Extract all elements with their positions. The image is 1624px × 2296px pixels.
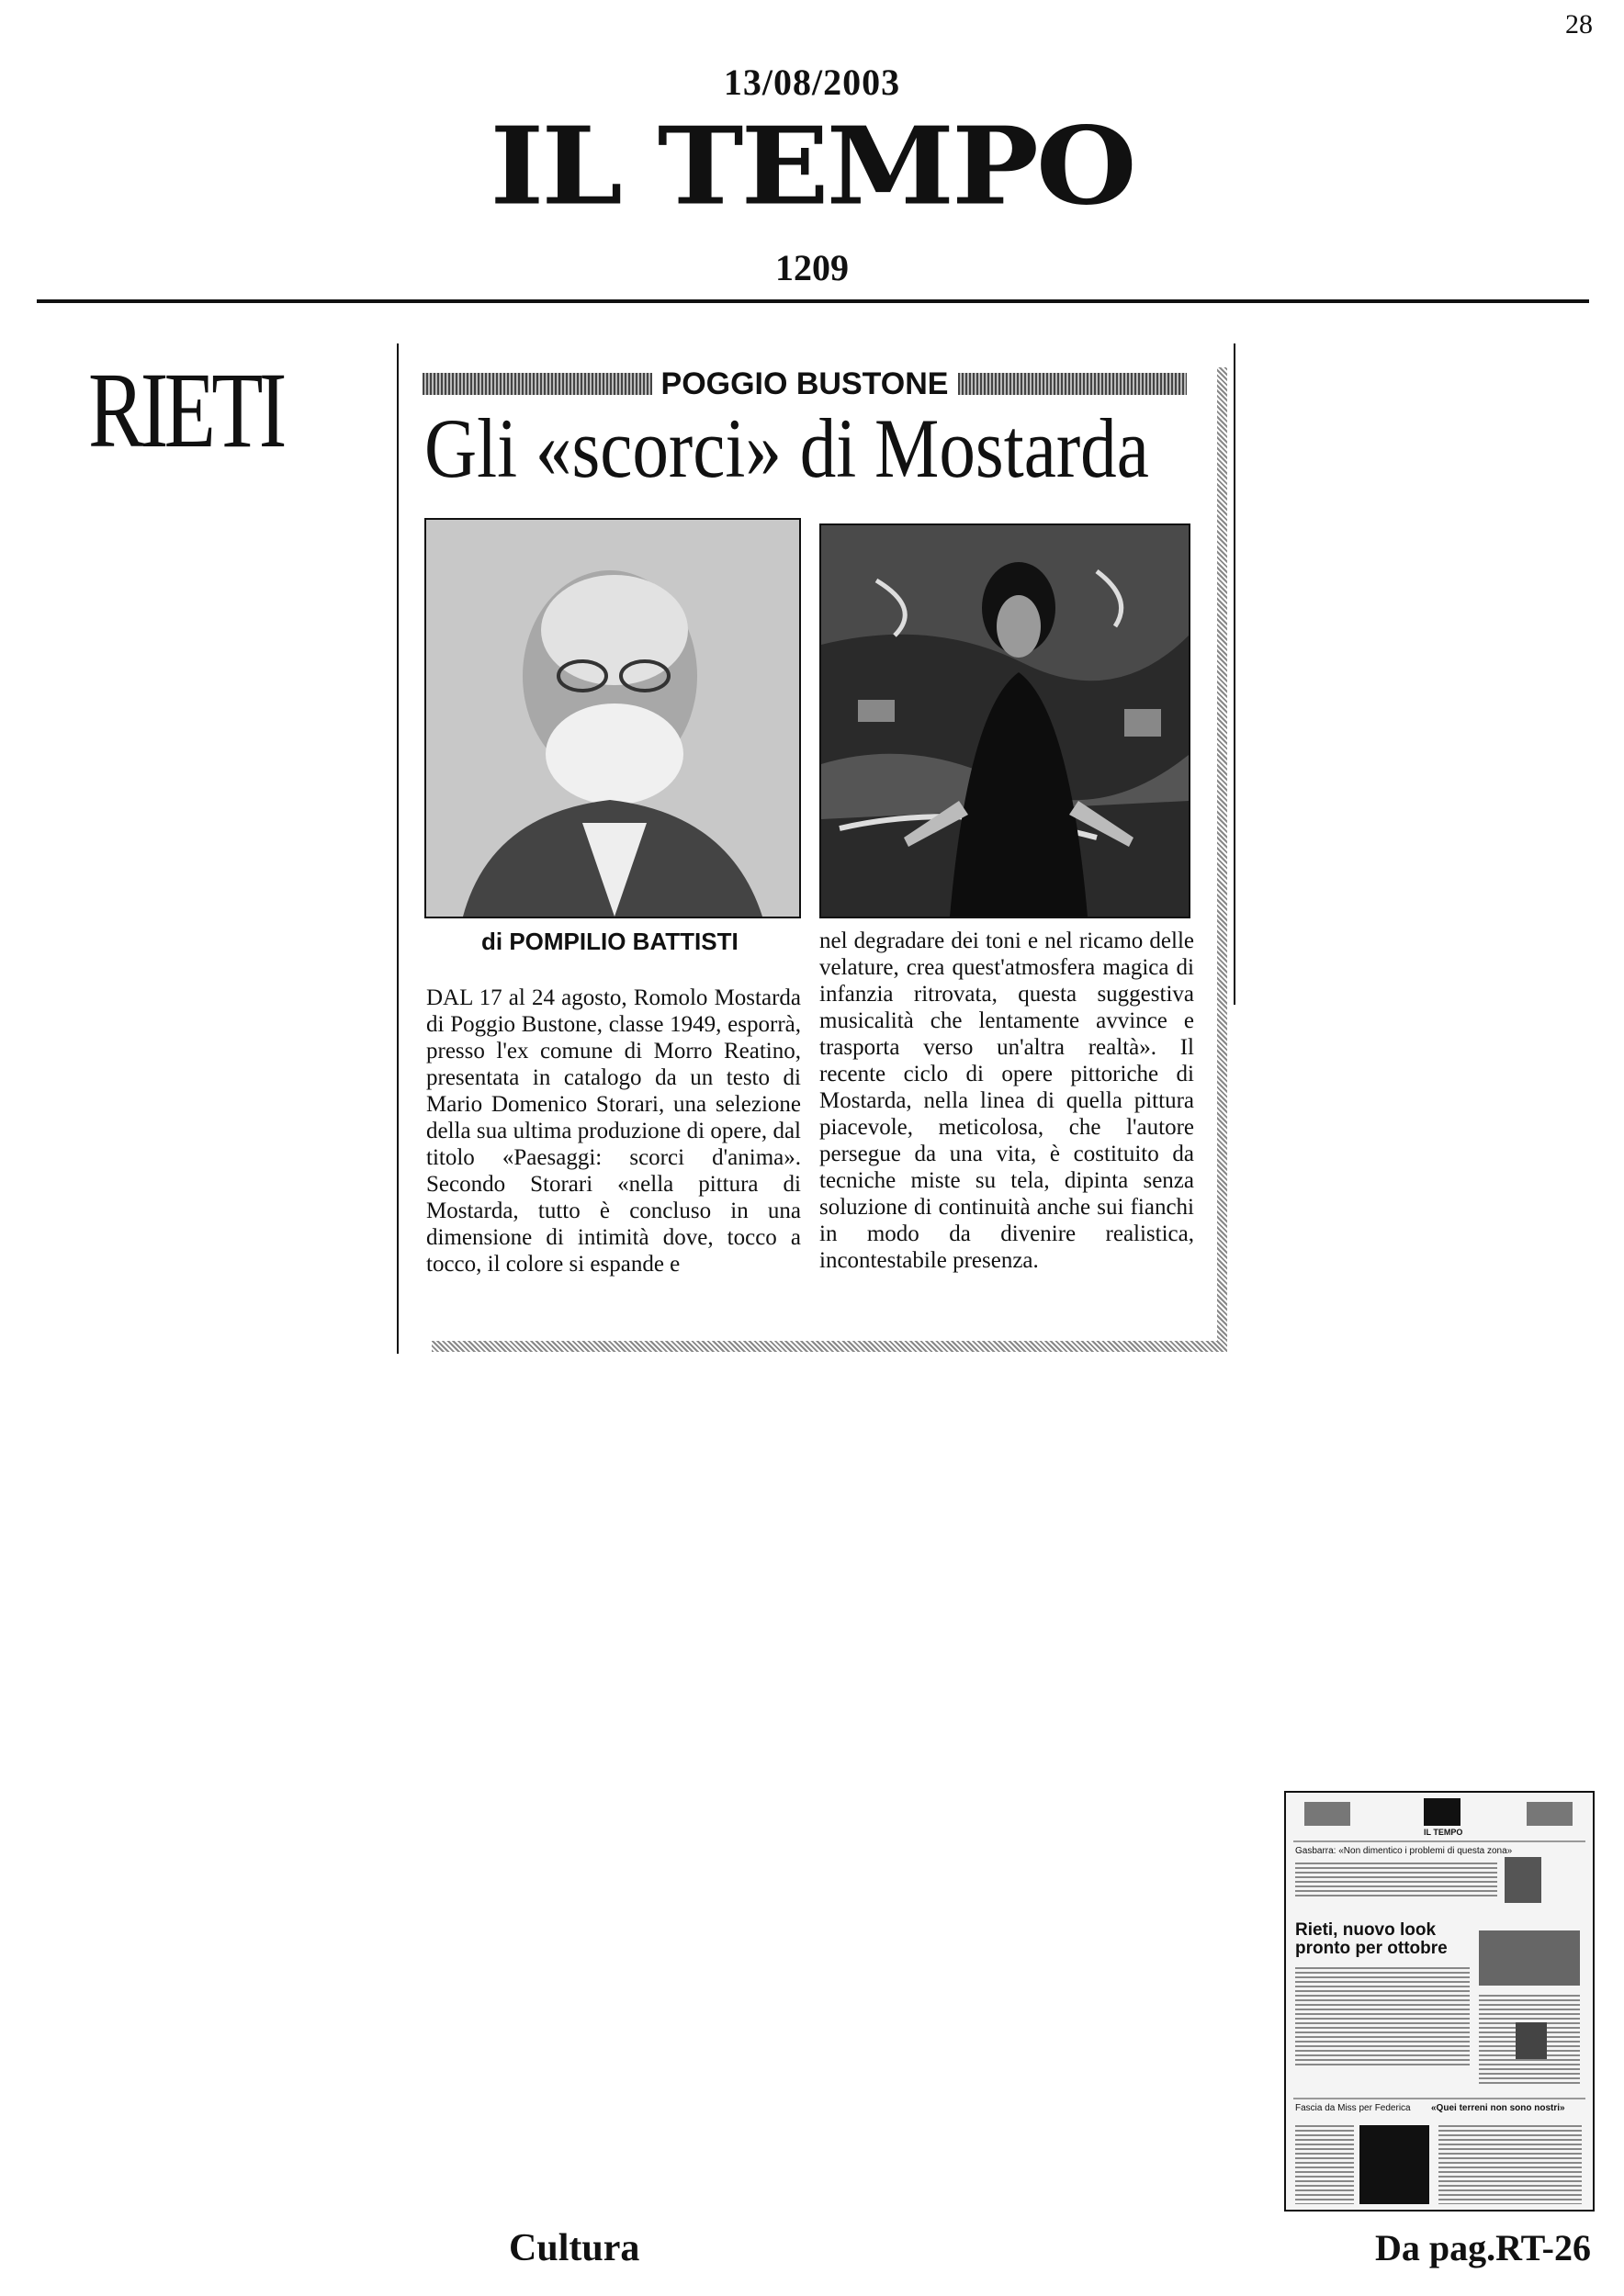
thumb-logo-left (1304, 1802, 1350, 1826)
thumb-rule (1293, 1840, 1585, 1842)
thumb-headline-2: Rieti, nuovo look pronto per ottobre (1295, 1920, 1448, 1958)
section-label: RIETI (88, 350, 283, 470)
issue-number: 1209 (775, 247, 849, 288)
header-divider (37, 299, 1589, 303)
thumb-headline-1: Gasbarra: «Non dimentico i problemi di questa zona» (1295, 1846, 1513, 1856)
footer-section: Cultura (509, 2227, 640, 2269)
thumb-text-block-2 (1295, 1967, 1470, 2068)
thumb-photo-3 (1516, 2022, 1547, 2059)
clipping-left-rule (397, 343, 399, 1354)
painting-photo-illustration (821, 525, 1189, 917)
thumb-photo-top (1424, 1798, 1460, 1826)
painting-photo (819, 523, 1190, 918)
thumb-headline-3: Fascia da Miss per Federica (1295, 2103, 1411, 2113)
thumb-rule-2 (1293, 2098, 1585, 2099)
clipping-right-rule (1234, 343, 1235, 1005)
clipping-shadow-bottom (432, 1339, 1227, 1352)
kicker-bar-left (423, 373, 652, 395)
kicker-bar-right (958, 373, 1188, 395)
thumb-masthead: IL TEMPO (1424, 1828, 1463, 1837)
portrait-photo (424, 518, 801, 918)
article-byline: di POMPILIO BATTISTI (481, 928, 739, 955)
article-column-1: DAL 17 al 24 agosto, Romolo Mostarda di Poggio Bustone, classe 1949, esporrà, presso l'ex comune di Morro Reatino, presentata in catalogo da un testo di Mario Domenico Storari, una selezione della sua ultima produzione di opere, dal titolo «Paesaggi: scorci d'anima». Secondo Storari «nella pittura di Mostarda, tutto è concluso in una dimensione di intimità dove, tocco a tocco, il colore si espande e (426, 985, 801, 1277)
page-thumbnail (1284, 1791, 1595, 2212)
thumb-photo-2 (1479, 1930, 1580, 1986)
newspaper-masthead: IL TEMPO (490, 103, 1134, 230)
thumb-photo-1 (1505, 1857, 1541, 1903)
thumb-text-block-5 (1438, 2125, 1582, 2204)
thumb-text-block-4 (1295, 2125, 1354, 2204)
article-kicker (423, 367, 1187, 400)
thumb-photo-4 (1359, 2125, 1429, 2204)
publication-date: 13/08/2003 (723, 62, 901, 103)
page-number: 28 (1565, 9, 1593, 39)
thumb-text-block-1 (1295, 1863, 1497, 1899)
portrait-photo-illustration (426, 520, 799, 917)
thumb-headline-4: «Quei terreni non sono nostri» (1431, 2103, 1565, 2113)
article-column-2: nel degradare dei toni e nel ricamo delle velature, crea quest'atmosfera magica di infanzia ritrovata, questa suggestiva musicalità che lentamente avvince e trasporta verso un'altra realtà». Il recente ciclo di opere pittoriche di Mostarda, nella linea di quella pittura piacevole, meticolosa, che l'autore persegue da una vita, è costituito da tecniche miste su tela, dipinta senza soluzione di continuità anche sui fianchi in modo da divenire realistica, incontestabile presenza. (819, 929, 1194, 1273)
footer-source-page: Da pag.RT-26 (1375, 2227, 1591, 2268)
thumb-logo-right (1527, 1802, 1573, 1826)
kicker-text: POGGIO BUSTONE (660, 366, 949, 401)
article-headline: Gli «scorci» di Mostarda (424, 401, 1149, 495)
